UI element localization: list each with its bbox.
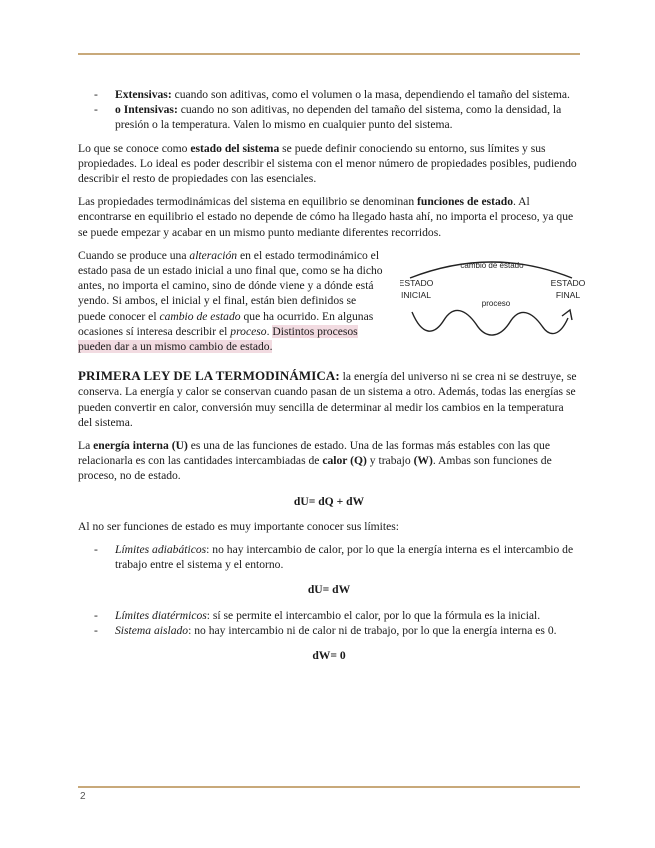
text-span: . Ambas son funciones de proceso, no de estado. bbox=[78, 454, 552, 483]
state-change-diagram-svg bbox=[400, 254, 586, 344]
text-span: Lo que se conoce como bbox=[78, 141, 191, 155]
cambio-de-estado-label: cambio de estado bbox=[460, 260, 524, 270]
text-intensivas: cuando no son aditivas, no dependen del tamaño del sistema, como la densidad, la presión o la temperatura. Valen lo mismo en cualquier punto del sistema. bbox=[115, 103, 562, 132]
bold-term: calor (Q) bbox=[322, 454, 367, 468]
arrow-head bbox=[562, 310, 572, 320]
italic-term: Límites adiabáticos bbox=[115, 543, 207, 557]
italic-term: alteración bbox=[189, 248, 238, 262]
italic-term: cambio de estado bbox=[159, 309, 241, 323]
text-span: : no hay intercambio de calor, por lo que la energía interna es el intercambio de trabajo entre el sistema y el entorno. bbox=[115, 543, 574, 572]
text-span: en el estado termodinámico el estado pasa de un estado inicial a uno final que, como se ha dicho antes, no importa el camino, sino de dónde viene y a dónde está yendo. Si ambos, el inicial y el final, están bien definidos se puede conocer el bbox=[78, 248, 383, 323]
page-content bbox=[78, 87, 586, 673]
italic-term: proceso bbox=[230, 324, 267, 338]
property-types-list bbox=[78, 87, 580, 133]
text-span: Cuando se produce una bbox=[78, 248, 190, 262]
limites-list-1 bbox=[78, 542, 580, 572]
paragraph-estado-del-sistema bbox=[78, 141, 580, 187]
paragraph-primera-ley bbox=[78, 368, 580, 430]
list-item-adiabaticos bbox=[78, 542, 580, 572]
section-heading-primera-ley: PRIMERA LEY DE LA TERMODINÁMICA: bbox=[78, 368, 340, 384]
text-span: se puede definir conociendo su entorno, sus límites y sus propiedades. Lo ideal es poder describir el sistema con el menor número de propiedades posibles, pudiendo describir el resto de propiedades con las esenciales. bbox=[78, 141, 577, 186]
text-span: es una de las funciones de estado. Una de las formas más estables con las que relacionarla es con las cantidades intercambiadas de bbox=[78, 439, 551, 468]
paragraph-alteracion bbox=[78, 248, 386, 354]
list-item-sistema-aislado bbox=[78, 623, 580, 638]
bold-term: estado del sistema bbox=[190, 141, 280, 155]
text-span: . bbox=[266, 324, 273, 338]
text-span: La bbox=[78, 439, 94, 453]
equation-dw-0: dW= 0 bbox=[312, 649, 346, 663]
estado-inicial-label-1: ESTADO bbox=[400, 277, 434, 288]
text-span: . Al encontrarse en equilibrio el estado no depende de cómo ha llegado hasta ahí, no importa el proceso, ya que se puede empezar y acabar en un mismo punto mediante diferentes recorridos. bbox=[78, 195, 574, 239]
header-rule bbox=[78, 53, 580, 55]
italic-term: Sistema aislado bbox=[115, 623, 189, 637]
bold-term: energía interna (U) bbox=[93, 439, 188, 453]
list-item-intensivas bbox=[78, 102, 580, 132]
text-span: : sí se permite el intercambio el calor, por lo que la fórmula es la inicial. bbox=[206, 608, 541, 622]
paragraph-funciones-de-estado bbox=[78, 194, 580, 240]
text-span: que ha ocurrido. En algunas ocasiones sí interesa describir el bbox=[78, 309, 374, 338]
limites-list-2 bbox=[78, 608, 580, 638]
term-intensivas: o Intensivas: bbox=[115, 103, 178, 117]
estado-inicial-label-2: INICIAL bbox=[400, 289, 432, 300]
proceso-label: proceso bbox=[481, 298, 511, 308]
proceso-wave bbox=[412, 310, 568, 335]
text-span: la energía del universo ni se crea ni se destruye, se conserva. La energía y calor se conservan cuando pasan de un sistema a otro. Además, todas las energías se pueden convertir en calor, conversión muy sencilla de determinar al medir los cambios en la temperatura del sistema. bbox=[78, 370, 577, 429]
list-item-extensivas bbox=[78, 87, 580, 102]
text-span: y trabajo bbox=[366, 454, 414, 468]
bold-term: funciones de estado bbox=[417, 195, 514, 209]
paragraph-energia-interna bbox=[78, 438, 580, 484]
list-item-diatermicos bbox=[78, 608, 580, 623]
italic-term: Límites diatérmicos bbox=[115, 608, 207, 622]
footer-rule bbox=[78, 786, 580, 788]
equation-du-dw: dU= dW bbox=[307, 583, 351, 597]
term-extensivas: Extensivas: bbox=[115, 88, 172, 101]
paragraph-limites: Al no ser funciones de estado es muy importante conocer sus límites: bbox=[78, 519, 400, 533]
equation-du-dq-dw: dU= dQ + dW bbox=[293, 494, 365, 508]
alteracion-section bbox=[78, 248, 586, 362]
state-change-diagram bbox=[400, 254, 586, 344]
text-span: : no hay intercambio ni de calor ni de trabajo, por lo que la energía interna es 0. bbox=[188, 623, 557, 637]
page-number: 2 bbox=[80, 791, 86, 802]
estado-final-label-2: FINAL bbox=[555, 289, 581, 300]
highlighted-sentence: Distintos procesos pueden dar a un mismo cambio de estado. bbox=[78, 324, 358, 354]
bold-term: (W) bbox=[413, 454, 433, 468]
text-span: Las propiedades termodinámicas del sistema en equilibrio se denominan bbox=[78, 195, 418, 209]
estado-final-label-1: ESTADO bbox=[550, 277, 586, 288]
text-extensivas: cuando son aditivas, como el volumen o la masa, dependiendo el tamaño del sistema. bbox=[171, 88, 570, 101]
